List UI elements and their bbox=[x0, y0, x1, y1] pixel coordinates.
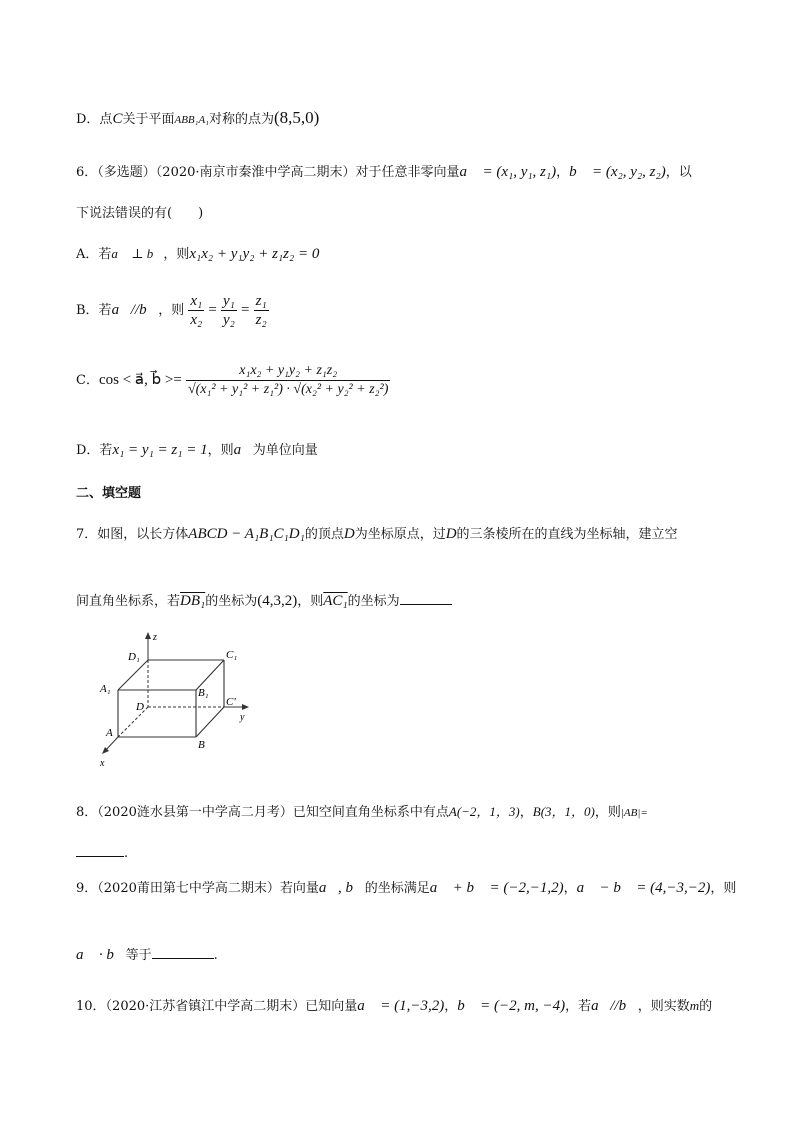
q9-stem: 9．（2020莆田第七中学高二期末）若向量a⃗, b⃗的坐标满足a⃗ + b⃗ = (−2,−1,2)，a⃗ − b⃗ = (4,−3,−2)，则 bbox=[76, 880, 737, 896]
cosine-fraction: $\frac{\text{x₁x₂ + y₁y₂ + z₁z₂}}{\text{√(x₁² + y₁² + z₁²) · √(x₂² + y₂² + z₂²)}}$ bbox=[187, 363, 389, 397]
label-D: D bbox=[136, 701, 144, 713]
prev-option-d: D．点C关于平面ABB₁A₁对称的点为(8,5,0) bbox=[76, 108, 320, 127]
q8-stem: 8．（2020涟水县第一中学高二月考）已知空间直角坐标系中有点A(−2，1，3)，B(3，1，0)，则|AB|= bbox=[76, 804, 648, 820]
label-A1: A₁ bbox=[100, 683, 111, 695]
q6-option-b: B．若a⃗//b⃗，则 $\frac{\text{x₁}}{\text{x₂}}$ = $\frac{\text{y₁}}{\text{y₂}}$ = $\frac{\text{z₁}}{\text{z₂}}$ bbox=[76, 293, 267, 328]
label-z: z bbox=[153, 632, 157, 643]
label-x: x bbox=[100, 758, 105, 769]
cuboid-figure bbox=[96, 630, 256, 770]
label-C1: C₁ bbox=[226, 649, 238, 661]
fraction-z: $\frac{\text{z₁}}{\text{z₂}}$ bbox=[255, 293, 267, 328]
label-D1: D₁ bbox=[128, 651, 140, 663]
q10-stem: 10．（2020·江苏省镇江中学高二期末）已知向量a⃗ = (1,−3,2)，b⃗ = (−2, m, −4)，若a⃗//b⃗，则实数m的 bbox=[76, 998, 713, 1014]
q8-answer-line: . bbox=[76, 842, 128, 864]
label-C: C' bbox=[226, 696, 236, 708]
label-y: y bbox=[240, 712, 245, 723]
q6-option-a: A．若a⃗ ⊥ b⃗，则x₁x₂ + y₁y₂ + z₁z₂ = 0 bbox=[76, 246, 320, 262]
y-arrow bbox=[242, 704, 249, 710]
answer-blank[interactable] bbox=[76, 842, 124, 857]
q6-option-d: D．若x₁ = y₁ = z₁ = 1，则a⃗为单位向量 bbox=[76, 442, 318, 458]
section-header-fill-blank: 二、填空题 bbox=[76, 486, 142, 501]
answer-blank[interactable] bbox=[152, 944, 214, 959]
q6-option-c: C．cos < a⃗, b⃗ >= $\frac{\text{x₁x₂ + y₁y₂ + z₁z₂}}{\text{√(x₁² + y₁² + z₁²) · √(x₂² + y₂² + z₂²)}}$ bbox=[76, 363, 389, 397]
q6-stem-cont: 下说法错误的有( ) bbox=[76, 206, 204, 221]
q7-stem-cont: 间直角坐标系，若DB₁的坐标为(4,3,2)，则AC₁的坐标为 bbox=[76, 590, 452, 612]
answer-blank[interactable] bbox=[400, 590, 452, 605]
q6-stem: 6．（多选题）（2020·南京市秦淮中学高二期末）对于任意非零向量a⃗ = (x₁, y₁, z₁)，b⃗ = (x₂, y₂, z₂)，以 bbox=[76, 164, 692, 180]
fraction-y: $\frac{\text{y₁}}{\text{y₂}}$ bbox=[223, 293, 235, 328]
label-A: A bbox=[106, 727, 113, 739]
z-arrow bbox=[145, 632, 151, 639]
label-B: B bbox=[198, 739, 205, 751]
fraction-x: $\frac{\text{x₁}}{\text{x₂}}$ bbox=[190, 293, 203, 328]
label-B1: B₁ bbox=[198, 687, 209, 699]
q7-stem: 7．如图，以长方体ABCD − A₁B₁C₁D₁的顶点D为坐标原点，过D的三条棱所在的直线为坐标轴，建立空 bbox=[76, 526, 678, 542]
q9-stem-cont: a⃗ · b⃗等于 . bbox=[76, 944, 218, 966]
